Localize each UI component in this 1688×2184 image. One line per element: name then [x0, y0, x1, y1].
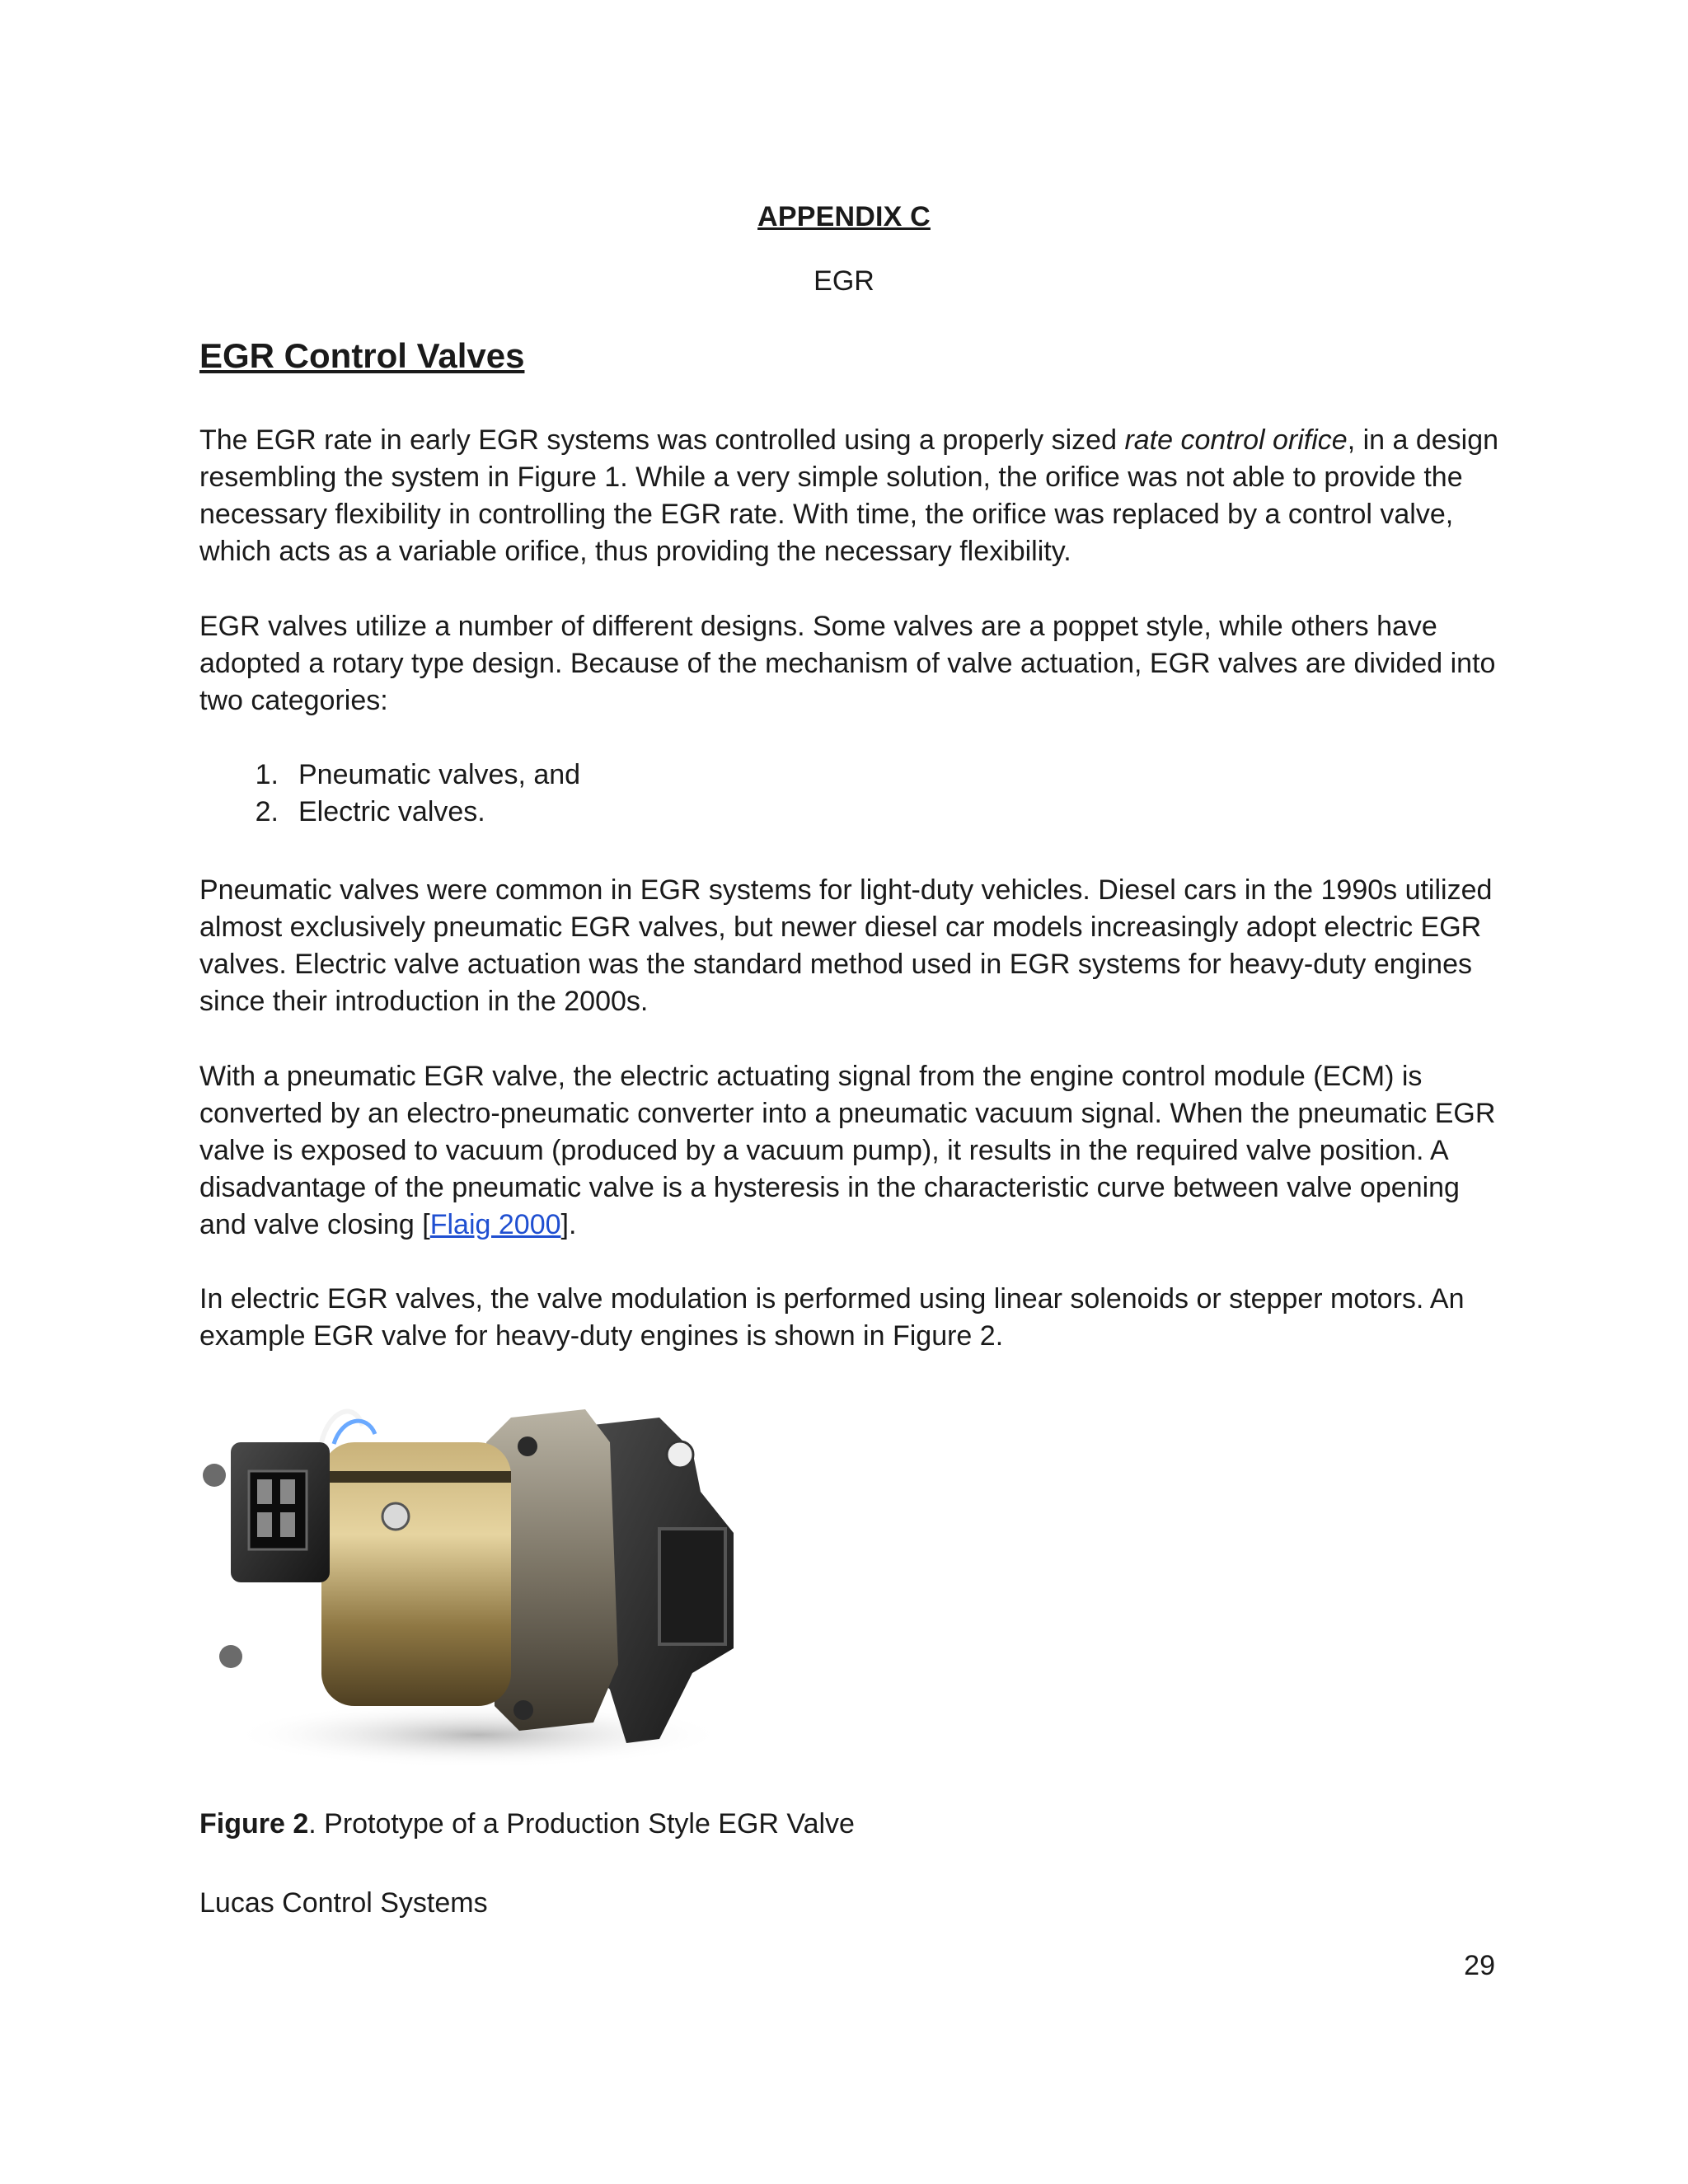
paragraph-2: EGR valves utilize a number of different designs. Some valves are a poppet style, while others have adopted a rotary type design. Because of the mechanism of valve actuation, EGR valves are divided into two categories: — [199, 611, 1496, 716]
paragraph-4-text-a: With a pneumatic EGR valve, the electric actuating signal from the engine control module (ECM) is converted by an electro-pneumatic converter into a pneumatic vacuum signal. When the pneumatic EGR valve is exposed to vacuum (produced by a vacuum pump), it results in the required valve position. A disadvantage of the pneumatic valve is a hysteresis in the characteristic curve between valve opening and valve closing [ — [199, 1061, 1496, 1240]
appendix-title: APPENDIX C — [757, 201, 931, 232]
list-item-number: 1. — [255, 759, 279, 790]
figure-caption — [199, 1808, 855, 1840]
reference-link-flaig-2000[interactable]: Flaig 2000 — [429, 1209, 561, 1240]
valve-category-list — [199, 757, 580, 831]
list-item-text: Pneumatic valves, and — [298, 759, 581, 790]
list-item-number: 2. — [255, 796, 279, 827]
figure-caption-text: . Prototype of a Production Style EGR Valve — [308, 1808, 855, 1840]
section-heading: EGR Control Valves — [199, 336, 525, 375]
figure-caption-label: Figure 2 — [199, 1808, 309, 1840]
paragraph-4-text-b: ]. — [560, 1209, 577, 1240]
list-item-text: Electric valves. — [298, 796, 485, 827]
figure-source: Lucas Control Systems — [199, 1887, 488, 1919]
paragraph-1-text-b: , in a design resembling the system in Figure 1. While a very simple solution, the orifice was not able to provide the necessary flexibility in controlling the EGR rate. With time, the orifice was replaced by a control valve, which acts as a variable orifice, thus providing the necessary flexibility. — [199, 424, 1499, 567]
paragraph-1-italic: rate control orifice — [1124, 424, 1348, 456]
paragraph-3: Pneumatic valves were common in EGR systems for light-duty vehicles. Diesel cars in the 1990s utilized almost exclusively pneumatic EGR valves, but newer diesel car models increasingly adopt electric EGR valves. Electric valve actuation was the standard method used in EGR systems for heavy-duty engines since their introduction in the 2000s. — [199, 874, 1493, 1017]
paragraph-1-text-a: The EGR rate in early EGR systems was controlled using a properly sized — [199, 424, 1125, 456]
list-item — [199, 757, 580, 794]
appendix-subtitle: EGR — [814, 265, 874, 297]
list-item — [199, 794, 580, 831]
paragraph-5: In electric EGR valves, the valve modulation is performed using linear solenoids or stepper motors. An example EGR valve for heavy-duty engines is shown in Figure 2. — [199, 1283, 1465, 1352]
egr-valve-photo — [198, 1393, 742, 1772]
paragraph-4 — [199, 1058, 1502, 1244]
page-number: 29 — [1464, 1950, 1495, 1981]
paragraph-1 — [199, 422, 1502, 570]
